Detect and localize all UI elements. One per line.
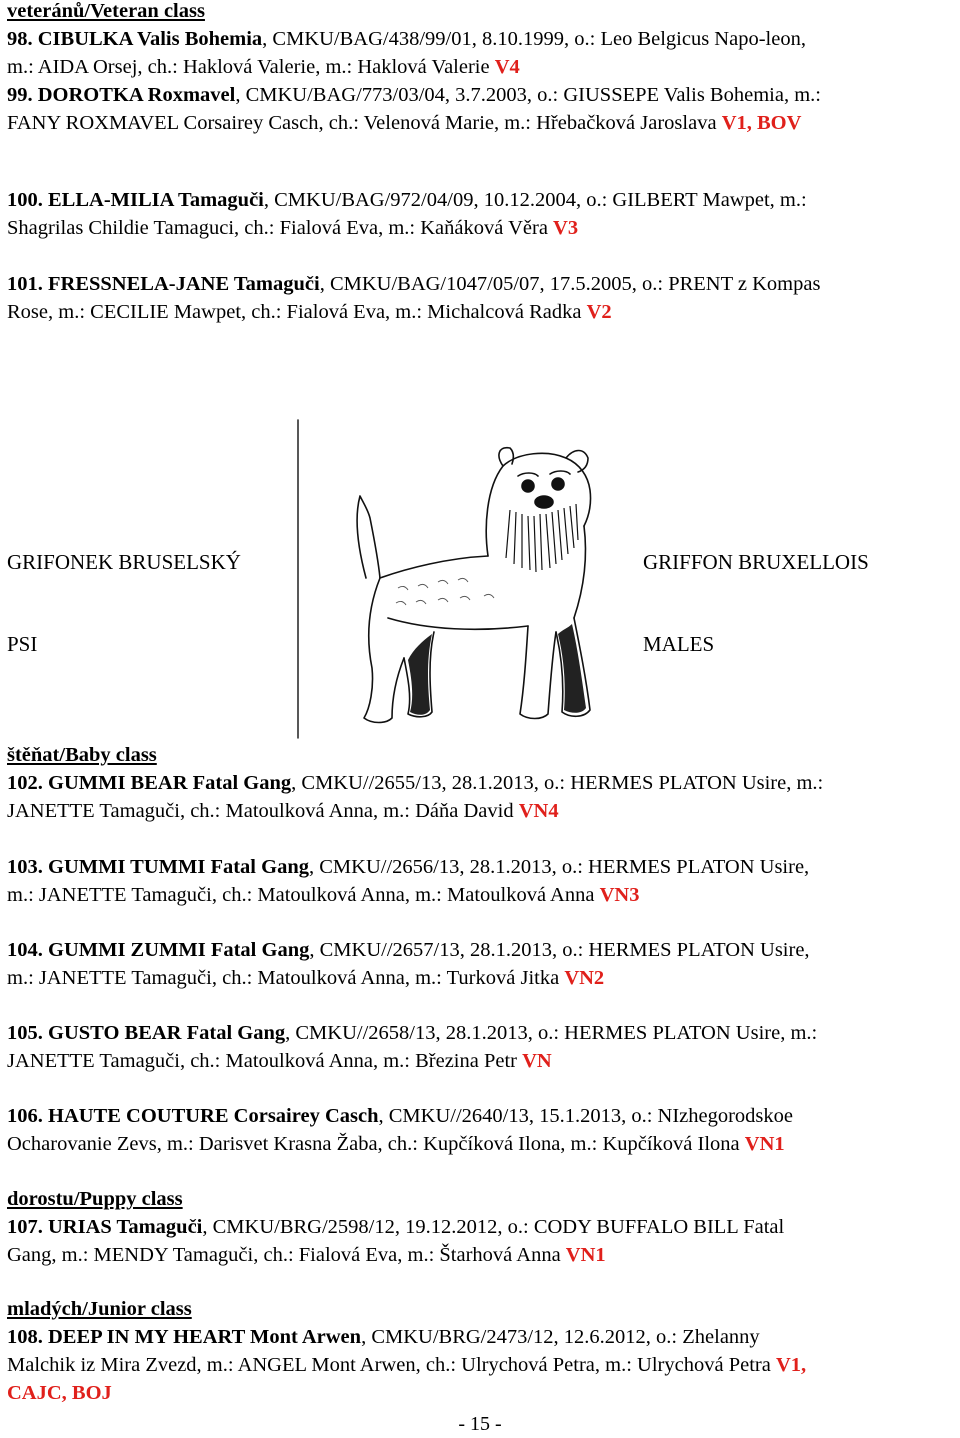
- award: VN4: [518, 800, 559, 822]
- award-titles: CAJC, BOJ: [7, 1382, 112, 1404]
- veteran-section: [7, 0, 957, 81]
- entry-107: 107. URIAS Tamaguči, CMKU/BRG/2598/12, 19.12.2012, o.: CODY BUFFALO BILL Fatal Gang, m.: MENDY Tamaguči, ch.: Fialová Eva, m.: Štarhová Anna VN1: [7, 1216, 785, 1266]
- class-title-puppy: dorostu/Puppy class: [7, 1188, 183, 1210]
- entry-98: 98. CIBULKA Valis Bohemia, CMKU/BAG/438/99/01, 8.10.1999, o.: Leo Belgicus Napo-leon, m.: AIDA Orsej, ch.: Haklová Valerie, m.: Haklová Valerie V4: [7, 28, 806, 78]
- entry-101: 101. FRESSNELA-JANE Tamaguči, CMKU/BAG/1047/05/07, 17.5.2005, o.: PRENT z Kompas Rose, m.: CECILIE Mawpet, ch.: Fialová Eva, m.: Michalcová Radka V2: [7, 273, 821, 323]
- dog-name: ELLA-MILIA Tamaguči: [48, 189, 264, 211]
- sex-title-en: MALES: [643, 632, 715, 656]
- dog-name: URIAS Tamaguči: [48, 1216, 203, 1238]
- entry-102: 102. GUMMI BEAR Fatal Gang, CMKU//2655/13, 28.1.2013, o.: HERMES PLATON Usire, m.: JANETTE Tamaguči, ch.: Matoulková Anna, m.: Dáňa David VN4: [7, 772, 824, 822]
- class-title-veteran: veteránů/Veteran class: [7, 0, 205, 22]
- dog-name: GUSTO BEAR Fatal Gang: [48, 1022, 286, 1044]
- entry-108: 108. DEEP IN MY HEART Mont Arwen, CMKU/BRG/2473/12, 12.6.2012, o.: Zhelanny Malchik iz Mira Zvezd, m.: ANGEL Mont Arwen, ch.: Ulrychová Petra, m.: Ulrychová Petra V1, CAJC, BOJ: [7, 1326, 807, 1404]
- award: V2: [586, 301, 612, 323]
- puppy-section: [7, 1185, 957, 1269]
- dog-name: GUMMI BEAR Fatal Gang: [48, 772, 292, 794]
- class-title-baby: štěňat/Baby class: [7, 744, 157, 766]
- entry-100: 100. ELLA-MILIA Tamaguči, CMKU/BAG/972/04/09, 10.12.2004, o.: GILBERT Mawpet, m.: Shagrilas Childie Tamaguci, ch.: Fialová Eva, m.: Kaňáková Věra V3: [7, 189, 807, 239]
- entry-99: 99. DOROTKA Roxmavel, CMKU/BAG/773/03/04, 3.7.2003, o.: GIUSSEPE Valis Bohemia, m.: FANY ROXMAVEL Corsairey Casch, ch.: Velenová Marie, m.: Hřebačková Jaroslava V1, BOV: [7, 84, 821, 134]
- dog-name: HAUTE COUTURE Corsairey Casch: [48, 1105, 379, 1127]
- award: VN1: [565, 1244, 606, 1266]
- dog-name: CIBULKA Valis Bohemia: [37, 28, 263, 50]
- award: V4: [494, 56, 520, 78]
- award: V1,: [775, 1354, 807, 1376]
- entry-105: 105. GUSTO BEAR Fatal Gang, CMKU//2658/13, 28.1.2013, o.: HERMES PLATON Usire, m.: JANETTE Tamaguči, ch.: Matoulková Anna, m.: Březina Petr VN: [7, 1022, 818, 1072]
- baby-section: [7, 741, 957, 825]
- junior-section: [7, 1295, 957, 1407]
- dog-name: DEEP IN MY HEART Mont Arwen: [48, 1326, 362, 1348]
- award: VN1: [744, 1133, 785, 1155]
- dog-name: FRESSNELA-JANE Tamaguči: [48, 273, 320, 295]
- breed-title-fr: GRIFFON BRUXELLOIS: [643, 550, 869, 574]
- award: VN2: [564, 967, 605, 989]
- entry-104: 104. GUMMI ZUMMI Fatal Gang, CMKU//2657/13, 28.1.2013, o.: HERMES PLATON Usire, m.: JANETTE Tamaguči, ch.: Matoulková Anna, m.: Turková Jitka VN2: [7, 939, 810, 989]
- award: V3: [553, 217, 579, 239]
- award: VN3: [599, 884, 640, 906]
- dog-name: GUMMI ZUMMI Fatal Gang: [48, 939, 310, 961]
- griffon-dog-illustration: [288, 418, 638, 740]
- entry-103: 103. GUMMI TUMMI Fatal Gang, CMKU//2656/13, 28.1.2013, o.: HERMES PLATON Usire, m.: JANETTE Tamaguči, ch.: Matoulková Anna, m.: Matoulková Anna VN3: [7, 856, 810, 906]
- dog-name: DOROTKA Roxmavel: [37, 84, 236, 106]
- breed-title-cz: GRIFONEK BRUSELSKÝ: [7, 550, 241, 574]
- dog-name: GUMMI TUMMI Fatal Gang: [48, 856, 309, 878]
- award: V1, BOV: [721, 112, 802, 134]
- entry-106: 106. HAUTE COUTURE Corsairey Casch, CMKU//2640/13, 15.1.2013, o.: NIzhegorodskoe Ocharovanie Zevs, m.: Darisvet Krasna Žaba, ch.: Kupčíková Ilona, m.: Kupčíková Ilona VN1: [7, 1105, 794, 1155]
- page-number: - 15 -: [458, 1413, 502, 1435]
- class-title-junior: mladých/Junior class: [7, 1298, 192, 1320]
- sex-title-cz: PSI: [7, 632, 38, 656]
- award: VN: [522, 1050, 552, 1072]
